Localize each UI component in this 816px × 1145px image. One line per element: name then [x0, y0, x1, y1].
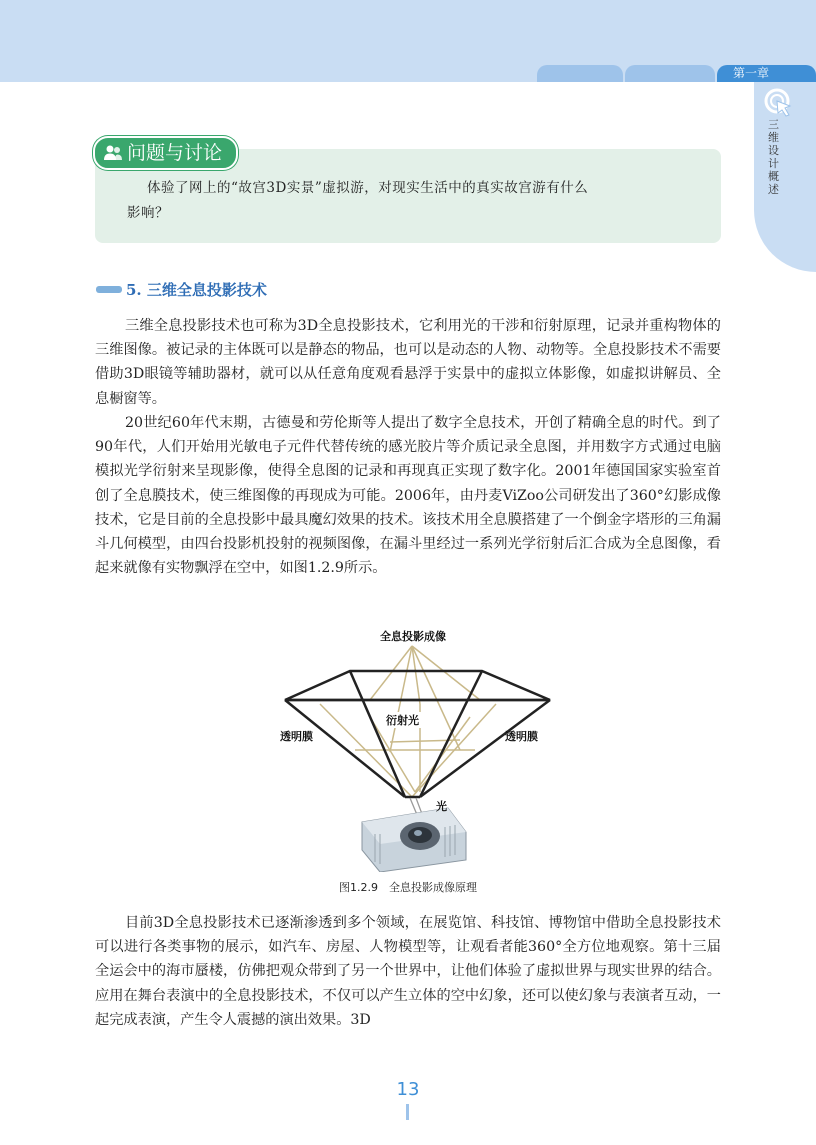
- discussion-question: 体验了网上的“故宫3D实景”虚拟游，对现实生活中的真实故宫游有什么: [147, 180, 589, 196]
- side-chapter-tab: [754, 82, 816, 272]
- page-number: 13: [396, 1079, 420, 1100]
- label-film-right: 透明膜: [505, 730, 538, 743]
- cursor-click-icon: [762, 86, 796, 120]
- figure-caption: 图1.2.9 全息投影成像原理: [339, 881, 477, 894]
- discussion-title: 问题与讨论: [127, 142, 223, 164]
- paragraph-history: 20世纪60年代末期，古德曼和劳伦斯等人提出了数字全息技术，开创了精确全息的时代。到了90年代，人们开始用光敏电子元件代替传统的感光胶片等介质记录全息图，并用数字方式通过电脑模拟光学衍射来呈现影像，使得全息图的记录和再现真正实现了数字化。2001年德国国家实验室首创了全息膜技术，使三维图像的再现成为可能。2006年，由丹麦ViZoo公司研发出了360°幻影成像技术，它是目前的全息投影中最具魔幻效果的技术。该技术用全息膜搭建了一个倒金字塔形的三角漏斗几何模型，由四台投影机投射的视频图像，在漏斗里经过一系列光学衍射后汇合成为全息图像，看起来就像有实物飘浮在空中，如图1.2.9所示。: [95, 415, 721, 577]
- chapter-tab-inactive-2: [625, 65, 715, 82]
- section-bar-marker: [96, 286, 122, 293]
- side-tab-label: 三维设计概述: [768, 118, 779, 196]
- chapter-tab-inactive-1: [537, 65, 623, 82]
- paragraph-applications: 目前3D全息投影技术已逐渐渗透到多个领域，在展览馆、科技馆、博物馆中借助全息投影技术可以进行各类事物的展示，如汽车、房屋、人物模型等，让观看者能360°全方位地观察。第十三届全运会中的海市蜃楼，仿佛把观众带到了另一个世界中，让他们体验了虚拟世界与现实世界的结合。应用在舞台表演中的全息投影技术，不仅可以产生立体的空中幻象，还可以使幻象与表演者互动，一起完成表演，产生令人震撼的演出效果。3D: [95, 915, 721, 1028]
- projector-icon: [362, 808, 466, 872]
- hologram-figure: [270, 622, 560, 872]
- section-title: 5. 三维全息投影技术: [126, 281, 267, 299]
- paragraph-intro: 三维全息投影技术也可称为3D全息投影技术，它利用光的干涉和衍射原理，记录并重构物体的三维图像。被记录的主体既可以是静态的物品，也可以是动态的人物、动物等。全息投影技术不需要借助3D眼镜等辅助器材，就可以从任意角度观看悬浮于实景中的虚拟立体影像，如虚拟讲解员、全息橱窗等。: [95, 318, 721, 407]
- discussion-question-cont: 影响？: [127, 205, 169, 221]
- label-hologram-image: 全息投影成像: [380, 630, 446, 643]
- label-diffraction-light: 衍射光: [386, 714, 419, 727]
- page-number-tick: [406, 1104, 409, 1120]
- chapter-tab-active: 第一章: [717, 65, 816, 82]
- section-heading: [96, 279, 267, 300]
- discussion-badge: [93, 136, 238, 170]
- label-film-left: 透明膜: [280, 730, 313, 743]
- people-icon: [103, 144, 123, 162]
- hologram-diagram: [270, 622, 560, 872]
- label-light: 光: [436, 800, 447, 813]
